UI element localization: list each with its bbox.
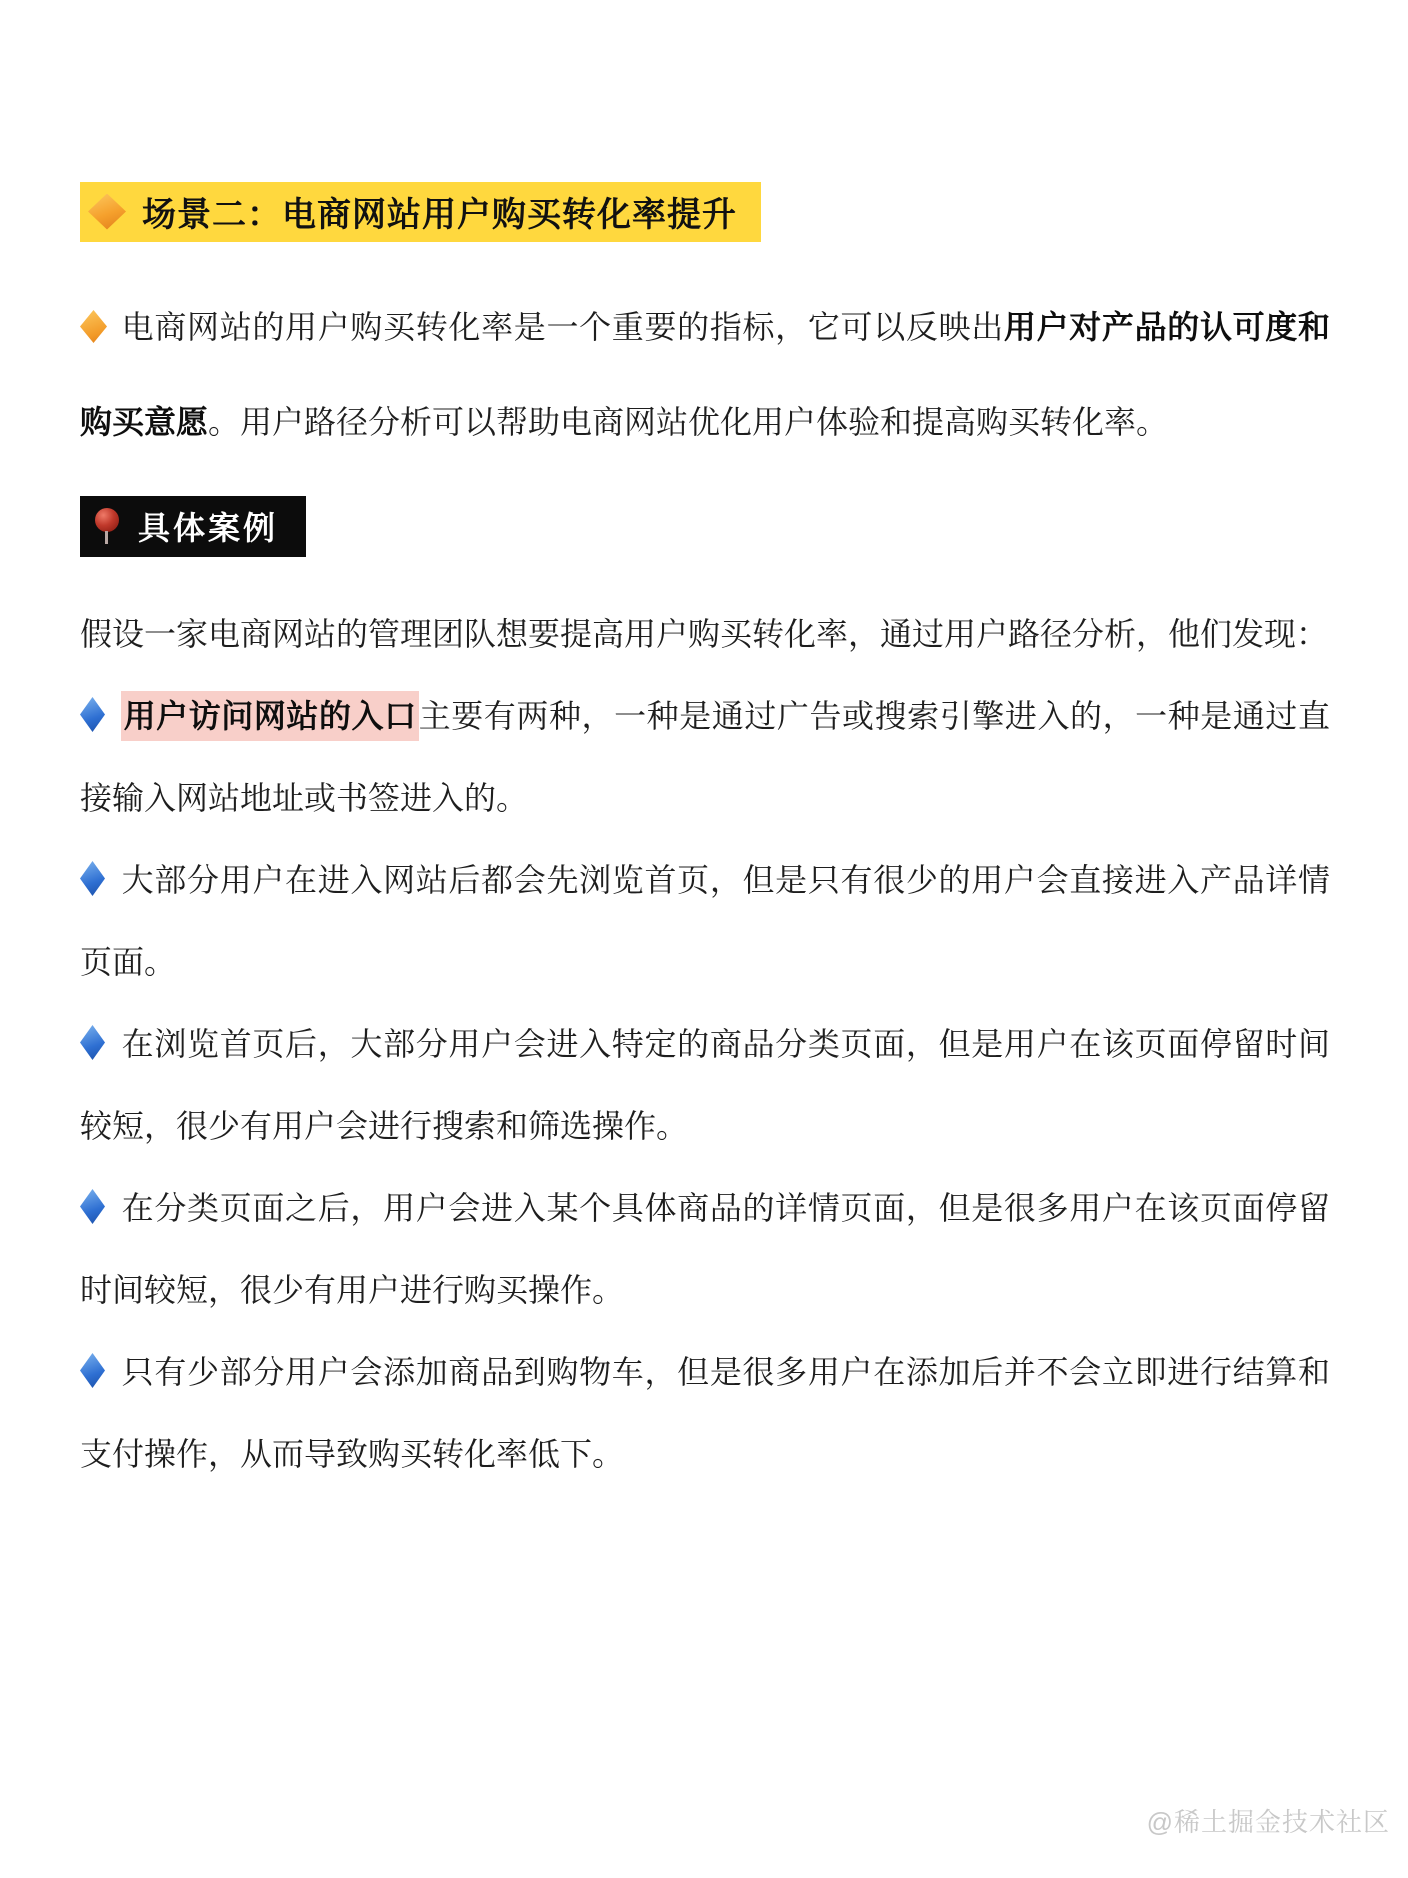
finding-text: 在浏览首页后，大部分用户会进入特定的商品分类页面，但是用户在该页面停留时间较短，很少有用户会进行搜索和筛选操作。 — [80, 1026, 1330, 1144]
orange-diamond-icon — [80, 310, 107, 343]
scene-heading-text: 场景二：电商网站用户购买转化率提升 — [142, 196, 737, 234]
blue-diamond-icon — [80, 1353, 105, 1388]
intro-paragraph — [80, 280, 1330, 470]
case-intro-paragraph: 假设一家电商网站的管理团队想要提高用户购买转化率，通过用户路径分析，他们发现： — [80, 616, 1329, 652]
finding-item — [80, 1167, 1330, 1331]
blue-diamond-icon — [80, 697, 105, 732]
finding-text: 主要有两种，一种是通过广告或搜索引擎进入的，一种是通过直接输入网站地址或书签进入的。 — [80, 698, 1330, 816]
watermark: @稀土掘金技术社区 — [1146, 1807, 1390, 1837]
scene-heading — [80, 182, 761, 242]
blue-diamond-icon — [80, 861, 105, 896]
orange-diamond-icon — [88, 194, 126, 230]
finding-highlight-text: 用户访问网站的入口 — [121, 691, 419, 741]
case-badge-label: 具体案例 — [138, 510, 279, 546]
finding-item — [80, 1331, 1330, 1495]
case-badge — [80, 496, 306, 557]
finding-item — [80, 839, 1330, 1003]
pin-stem — [105, 531, 108, 544]
finding-text: 大部分用户在进入网站后都会先浏览首页，但是只有很少的用户会直接进入产品详情页面。 — [80, 862, 1330, 980]
pin-head — [95, 508, 119, 532]
blue-diamond-icon — [80, 1189, 105, 1224]
blue-diamond-icon — [80, 1025, 105, 1060]
intro-text-after-bold: 。用户路径分析可以帮助电商网站优化用户体验和提高购买转化率。 — [208, 404, 1169, 440]
finding-item — [80, 675, 1330, 839]
finding-text: 只有少部分用户会添加商品到购物车，但是很多用户在添加后并不会立即进行结算和支付操作，从而导致购买转化率低下。 — [80, 1354, 1330, 1472]
finding-text: 在分类页面之后，用户会进入某个具体商品的详情页面，但是很多用户在该页面停留时间较短，很少有用户进行购买操作。 — [80, 1190, 1330, 1308]
round-pushpin-icon — [94, 506, 120, 546]
finding-item — [80, 1003, 1330, 1167]
intro-text-before-bold: 电商网站的用户购买转化率是一个重要的指标，它可以反映出 — [121, 309, 1004, 345]
intro-bold-text: 用户对产品的认可度和购买意愿 — [80, 309, 1330, 440]
